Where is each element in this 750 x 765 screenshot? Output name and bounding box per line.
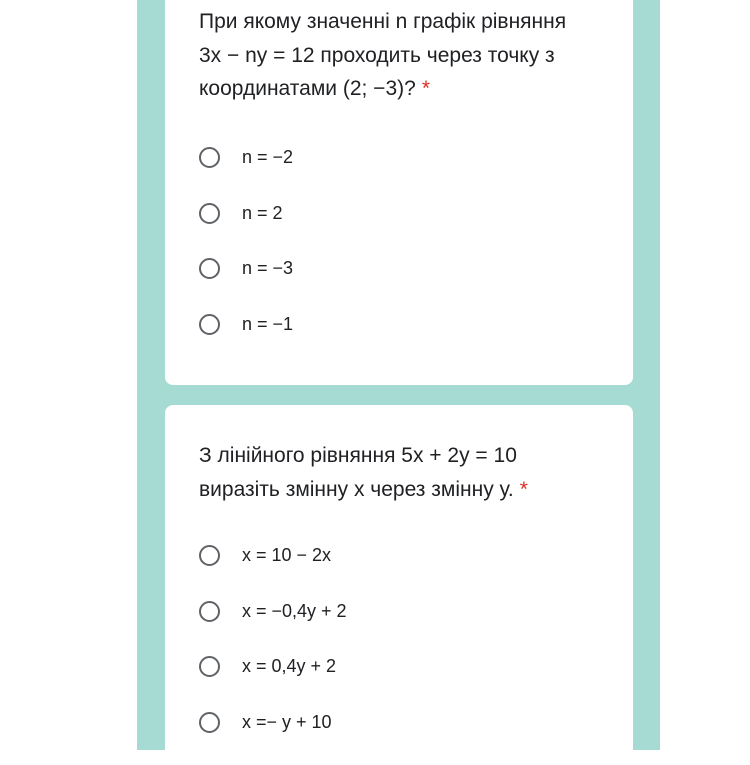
- radio-option[interactable]: [199, 708, 332, 736]
- question-title-1: [199, 5, 619, 106]
- radio-option[interactable]: [199, 199, 283, 227]
- radio-option[interactable]: [199, 652, 336, 680]
- option-label: x = 0,4y + 2: [242, 655, 337, 676]
- radio-button-icon[interactable]: [199, 656, 220, 677]
- radio-button-icon[interactable]: [199, 314, 220, 335]
- radio-option[interactable]: [199, 541, 331, 569]
- radio-option[interactable]: [199, 597, 347, 625]
- required-asterisk: *: [519, 477, 528, 501]
- question-1-line-2: 3x − ny = 12 проходить через точку з: [199, 43, 555, 67]
- radio-button-icon[interactable]: [199, 545, 220, 566]
- radio-button-icon[interactable]: [199, 601, 220, 622]
- radio-button-icon[interactable]: [199, 712, 220, 733]
- radio-button-icon[interactable]: [199, 147, 220, 168]
- question-title-2: [199, 439, 619, 506]
- required-asterisk: *: [421, 77, 430, 100]
- radio-button-icon[interactable]: [199, 203, 220, 224]
- question-card-1: [165, 0, 633, 385]
- question-1-line-1: При якому значенні n графік рівняння: [199, 10, 567, 33]
- question-card-2: [165, 405, 633, 765]
- option-label: x = 10 − 2x: [242, 544, 332, 565]
- question-2-line-1: З лінійного рівняння 5х + 2у = 10: [199, 444, 517, 467]
- option-label: n = 2: [242, 202, 283, 223]
- radio-option[interactable]: [199, 310, 293, 338]
- option-label: n = −1: [242, 313, 294, 334]
- option-label: x = −0,4y + 2: [242, 600, 347, 621]
- radio-option[interactable]: [199, 143, 293, 171]
- radio-button-icon[interactable]: [199, 258, 220, 279]
- question-1-line-3: координатами (2; −3)?: [199, 77, 416, 100]
- option-label: n = −3: [242, 257, 294, 278]
- option-label: x =− y + 10: [242, 711, 332, 732]
- radio-option[interactable]: [199, 254, 293, 282]
- option-label: n = −2: [242, 146, 294, 167]
- question-2-line-2: виразіть змінну х через змінну у.: [199, 477, 514, 501]
